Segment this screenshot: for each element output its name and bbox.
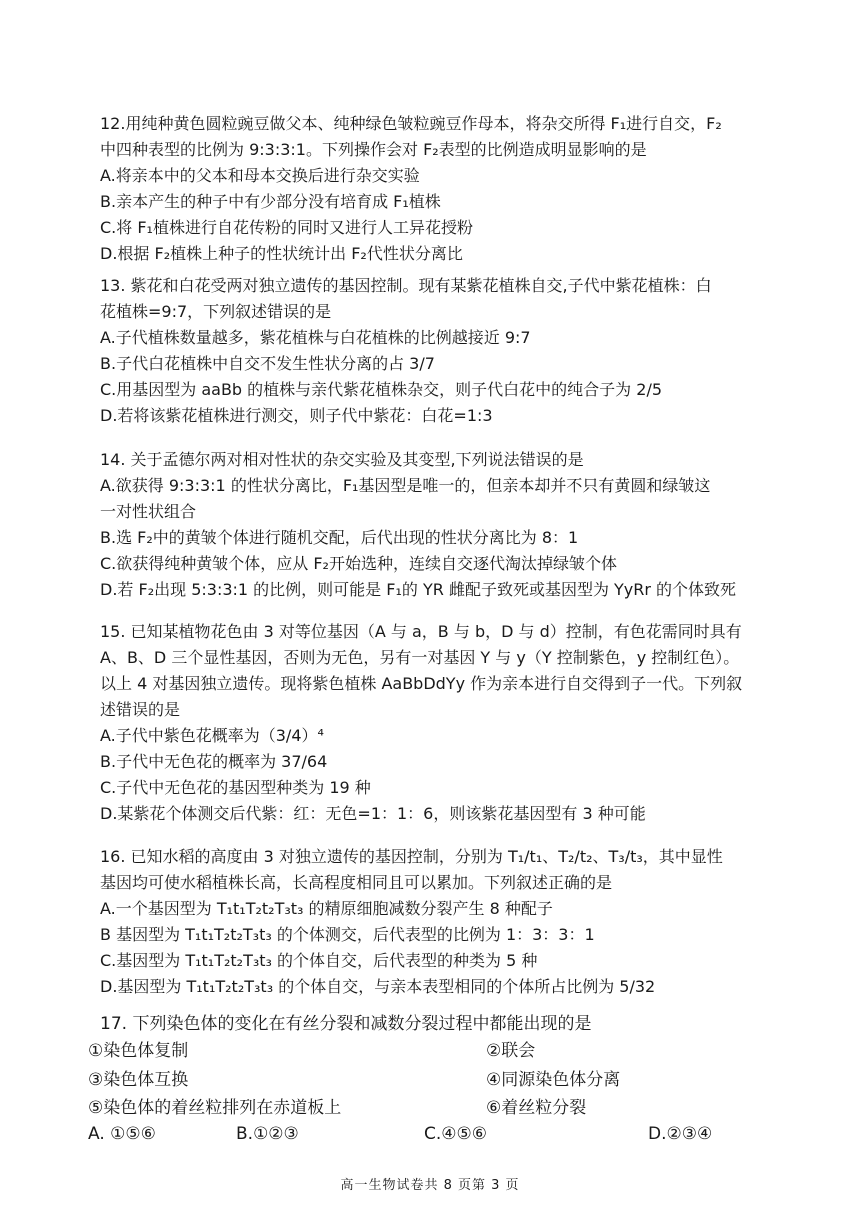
q16-stem-line-1: 16. 已知水稻的高度由 3 对独立遗传的基因控制，分别为 T₁/t₁、T₂/t₂、T₃/t₃，其中显性: [100, 847, 723, 866]
q15-option-a: A.子代中紫色花概率为（3/4）⁴: [100, 726, 324, 745]
q15-stem-line-3: 以上 4 对基因独立遗传。现将紫色植株 AaBbDdYy 作为亲本进行自交得到子一代。下列叙: [100, 674, 743, 693]
q17-stem: 17. 下列染色体的变化在有丝分裂和减数分裂过程中都能出现的是: [100, 1014, 592, 1034]
q15-option-b: B.子代中无色花的概率为 37/64: [100, 752, 328, 771]
q15-option-d: D.某紫花个体测交后代紫：红：无色=1：1：6，则该紫花基因型有 3 种可能: [100, 804, 646, 823]
question-16: [100, 844, 800, 1000]
q16-option-a: A.一个基因型为 T₁t₁T₂t₂T₃t₃ 的精原细胞减数分裂产生 8 种配子: [100, 899, 553, 918]
question-15: [100, 619, 800, 827]
q17-statement-1: ①染色体复制: [88, 1041, 189, 1061]
question-13: [100, 273, 800, 429]
q17-statement-row: [88, 1037, 748, 1066]
q12-option-b: B.亲本产生的种子中有少部分没有培育成 F₁植株: [100, 192, 441, 211]
q12-stem-line-2: 中四种表型的比例为 9:3:3:1。下列操作会对 F₂表型的比例造成明显影响的是: [100, 140, 647, 159]
q15-option-c: C.子代中无色花的基因型种类为 19 种: [100, 778, 371, 797]
q12-option-a: A.将亲本中的父本和母本交换后进行杂交实验: [100, 166, 420, 185]
q13-stem-line-1: 13. 紫花和白花受两对独立遗传的基因控制。现有某紫花植株自交,子代中紫花植株：白: [100, 276, 712, 295]
q17-statement-4: ④同源染色体分离: [486, 1069, 621, 1090]
q14-option-a-cont: 一对性状组合: [100, 502, 197, 521]
q17-answer-d: D.②③④: [648, 1124, 713, 1144]
q16-option-d: D.基因型为 T₁t₁T₂t₂T₃t₃ 的个体自交，与亲本表型相同的个体所占比例为 5/32: [100, 977, 656, 996]
question-12: [100, 111, 800, 267]
q13-option-b: B.子代白花植株中自交不发生性状分离的占 3/7: [100, 354, 435, 373]
q16-option-b: B 基因型为 T₁t₁T₂t₂T₃t₃ 的个体测交，后代表型的比例为 1：3：3：1: [100, 925, 595, 944]
q17-statement-3: ③染色体互换: [88, 1069, 189, 1090]
q13-option-d: D.若将该紫花植株进行测交，则子代中紫花：白花=1:3: [100, 406, 493, 425]
question-14: [100, 447, 800, 603]
q14-option-b: B.选 F₂中的黄皱个体进行随机交配，后代出现的性状分离比为 8：1: [100, 528, 579, 547]
q14-option-c: C.欲获得纯种黄皱个体，应从 F₂开始选种，连续自交逐代淘汰掉绿皱个体: [100, 554, 617, 573]
q14-option-a: A.欲获得 9:3:3:1 的性状分离比，F₁基因型是唯一的，但亲本却并不只有黄圆和绿皱这: [100, 476, 711, 495]
q14-option-d: D.若 F₂出现 5:3:3:1 的比例，则可能是 F₁的 YR 雌配子致死或基因型为 YyRr 的个体致死: [100, 580, 737, 599]
q16-option-c: C.基因型为 T₁t₁T₂t₂T₃t₃ 的个体自交，后代表型的种类为 5 种: [100, 951, 538, 970]
q15-stem-line-1: 15. 已知某植物花色由 3 对等位基因（A 与 a，B 与 b，D 与 d）控制，有色花需同时具有: [100, 622, 742, 641]
q12-option-d: D.根据 F₂植株上种子的性状统计出 F₂代性状分离比: [100, 244, 463, 263]
q12-option-c: C.将 F₁植株进行自花传粉的同时又进行人工异花授粉: [100, 218, 473, 237]
q14-stem: 14. 关于孟德尔两对相对性状的杂交实验及其变型,下列说法错误的是: [100, 450, 584, 469]
q17-answer-c: C.④⑤⑥: [424, 1124, 487, 1144]
q15-stem-line-2: A、B、D 三个显性基因，否则为无色，另有一对基因 Y 与 y（Y 控制紫色，y 控制红色）。: [100, 648, 740, 667]
q16-stem-line-2: 基因均可使水稻植株长高，长高程度相同且可以累加。下列叙述正确的是: [100, 873, 613, 892]
q13-option-a: A.子代植株数量越多，紫花植株与白花植株的比例越接近 9:7: [100, 328, 531, 347]
q17-answer-a: A. ①⑤⑥: [88, 1124, 156, 1144]
q13-stem-line-2: 花植株=9:7，下列叙述错误的是: [100, 302, 332, 321]
q17-statements: [88, 1037, 748, 1123]
q17-statement-row: [88, 1094, 748, 1123]
q15-stem-line-4: 述错误的是: [100, 700, 181, 719]
q17-statement-2: ②联会: [486, 1041, 536, 1061]
q17-statement-5: ⑤染色体的着丝粒排列在赤道板上: [88, 1098, 342, 1118]
q17-statement-6: ⑥着丝粒分裂: [486, 1098, 587, 1118]
q12-stem-line-1: 12.用纯种黄色圆粒豌豆做父本、纯种绿色皱粒豌豆作母本，将杂交所得 F₁进行自交，F₂: [100, 114, 722, 133]
q17-statement-row: [88, 1066, 748, 1095]
q17-answer-b: B.①②③: [236, 1124, 299, 1144]
q13-option-c: C.用基因型为 aaBb 的植株与亲代紫花植株杂交，则子代白花中的纯合子为 2/5: [100, 380, 663, 399]
page-footer: 高一生物试卷共 8 页第 3 页: [340, 1178, 520, 1193]
